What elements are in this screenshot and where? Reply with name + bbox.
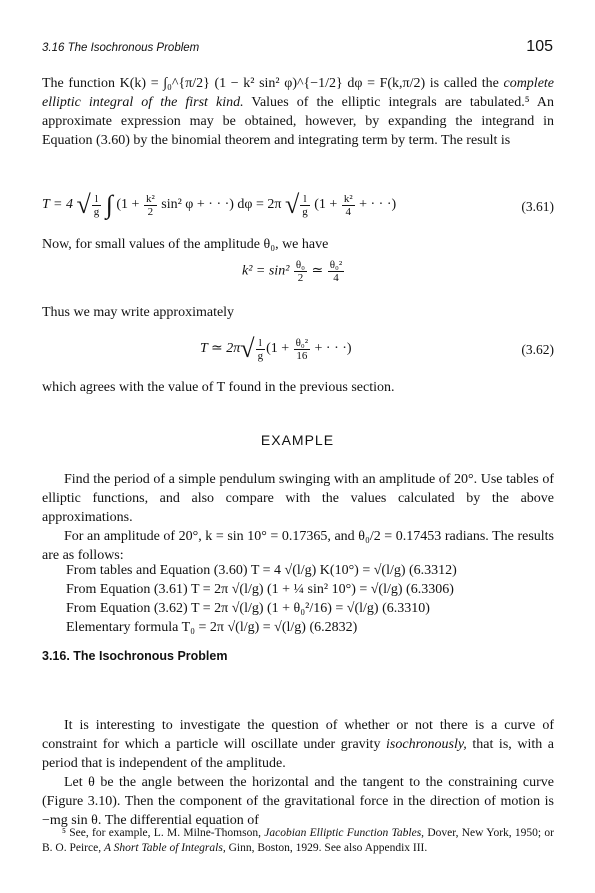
para2-text: Now, for small values of the amplitude θ₀, we have xyxy=(42,237,329,252)
example-text2: For an amplitude of 20°, k = sin 10° = 0.17365, and θ₀/2 = 0.17453 radians. The results are as follows: xyxy=(42,529,554,563)
section-heading: 3.16. The Isochronous Problem xyxy=(42,649,228,663)
running-header-section: 3.16 The Isochronous Problem xyxy=(42,42,200,54)
result-line: From tables and Equation (3.60) T = 4 √(l/g) K(10°) = √(l/g) (6.3312) xyxy=(66,563,457,578)
fraction-l-over-g-3: $\frac{l}{g}$ xyxy=(257,336,264,362)
result-line: Elementary formula T₀ = 2π √(l/g) = √(l/g) (6.2832) xyxy=(66,620,358,635)
result-line: From Equation (3.61) T = 2π √(l/g) (1 + ¼ sin² 10°) = √(l/g) (6.3306) xyxy=(66,582,454,597)
eqk-approx: ≃ xyxy=(308,263,327,279)
paragraph-elliptic-integral xyxy=(42,74,554,150)
para1-rest: Values of the elliptic integrals are tabulated.⁵ An approximate expression may be obtained, however, by expanding the integrand in Equation (3.60) by the binomial theorem and integrating term by term. The result is xyxy=(42,95,554,148)
example-results xyxy=(66,561,554,637)
eq361-mid: (1 + xyxy=(116,197,143,213)
eq362-tail: + · · ·) xyxy=(311,341,352,357)
running-header xyxy=(42,38,553,60)
result-line: From Equation (3.62) T = 2π √(l/g) (1 + θ₀²/16) = √(l/g) (6.3310) xyxy=(66,601,430,616)
section-p1b: that is, with a period that is independent of the amplitude. xyxy=(42,737,555,771)
section-body xyxy=(42,716,554,830)
footnote-title2: A Short Table of Integrals, xyxy=(103,842,226,854)
eq361-sin-term: sin² φ + · · ·) dφ = 2π xyxy=(157,197,282,213)
equation-number-3-61: (3.61) xyxy=(521,199,554,214)
section-p1-em: isochronously, xyxy=(386,737,467,752)
fraction-l-over-g-2: $\frac{l}{g}$ xyxy=(302,192,308,218)
para3-text: Thus we may write approximately xyxy=(42,305,235,320)
equation-3-62 xyxy=(42,330,554,370)
example-text xyxy=(42,470,554,565)
sqrt-symbol: √ xyxy=(76,190,91,219)
equation-number-3-62: (3.62) xyxy=(521,342,554,357)
section-p1a: It is interesting to investigate the question of whether or not there is a curve of constraint for which a particle will oscillate under gravity xyxy=(42,718,554,752)
paragraph-small-amplitude xyxy=(42,235,554,254)
eqk-text: k² = sin² xyxy=(242,263,293,279)
footnote-c: Ginn, Boston, 1929. See also Appendix III. xyxy=(225,842,428,854)
fraction-l-over-g: $\frac{l}{g}$ xyxy=(93,192,100,218)
page-number: 105 xyxy=(526,38,553,55)
eq362-lhs: T ≃ 2π xyxy=(200,341,241,357)
footnote xyxy=(42,826,554,856)
para1-term: complete elliptic integral of the first kind. xyxy=(42,76,555,110)
para1-prefix: The function K(k) = ∫₀^{π/2} (1 − k² sin² φ)^{−1/2} dφ = F(k,π/2) is called the xyxy=(42,76,499,91)
fraction-theta0-over-2: $\frac{\text{θ₀}}{2}$ xyxy=(295,259,306,284)
example-heading: EXAMPLE xyxy=(260,432,335,448)
integral-symbol: ∫ xyxy=(105,190,113,219)
equation-k-squared xyxy=(42,257,554,291)
fraction-theta02-over-4: $\frac{\text{θ₀²}}{4}$ xyxy=(329,259,343,284)
paragraph-agrees xyxy=(42,378,554,397)
section-p2: Let θ be the angle between the horizontal and the tangent to the constraining curve (Figure 3.10). Then the component of the gravitational force in the direction of motion is −mg sin θ. The differential equation of xyxy=(42,775,554,828)
sqrt-symbol-2: √ xyxy=(284,190,300,219)
footnote-title1: Jacobian Elliptic Function Tables, xyxy=(264,827,425,839)
para4-text: which agrees with the value of T found in the previous section. xyxy=(42,380,395,395)
fraction-k2-over-2: $\frac{\text{k²}}{2}$ xyxy=(145,192,155,218)
footnote-b: Dover, New York, 1950; or B. O. Peirce, xyxy=(42,827,554,854)
paragraph-approximately xyxy=(42,303,554,322)
eq362-body: (1 + xyxy=(266,341,293,357)
eq361-end: (1 + xyxy=(314,197,341,213)
sqrt-symbol-3: √ xyxy=(240,334,255,363)
eq361-tail: + · · ·) xyxy=(355,197,397,213)
eq361-lhs: T = 4 xyxy=(42,197,73,213)
example-text1: Find the period of a simple pendulum swinging with an amplitude of 20°. Use tables of elliptic functions, and also compare with the values calculated by the above approximations. xyxy=(42,472,554,525)
equation-3-61 xyxy=(42,186,554,228)
fraction-theta02-over-16: $\frac{\text{θ₀²}}{16}$ xyxy=(295,336,309,362)
footnote-a: ⁵ See, for example, L. M. Milne-Thomson, xyxy=(62,827,265,839)
fraction-k2-over-4: $\frac{\text{k²}}{4}$ xyxy=(343,192,353,218)
